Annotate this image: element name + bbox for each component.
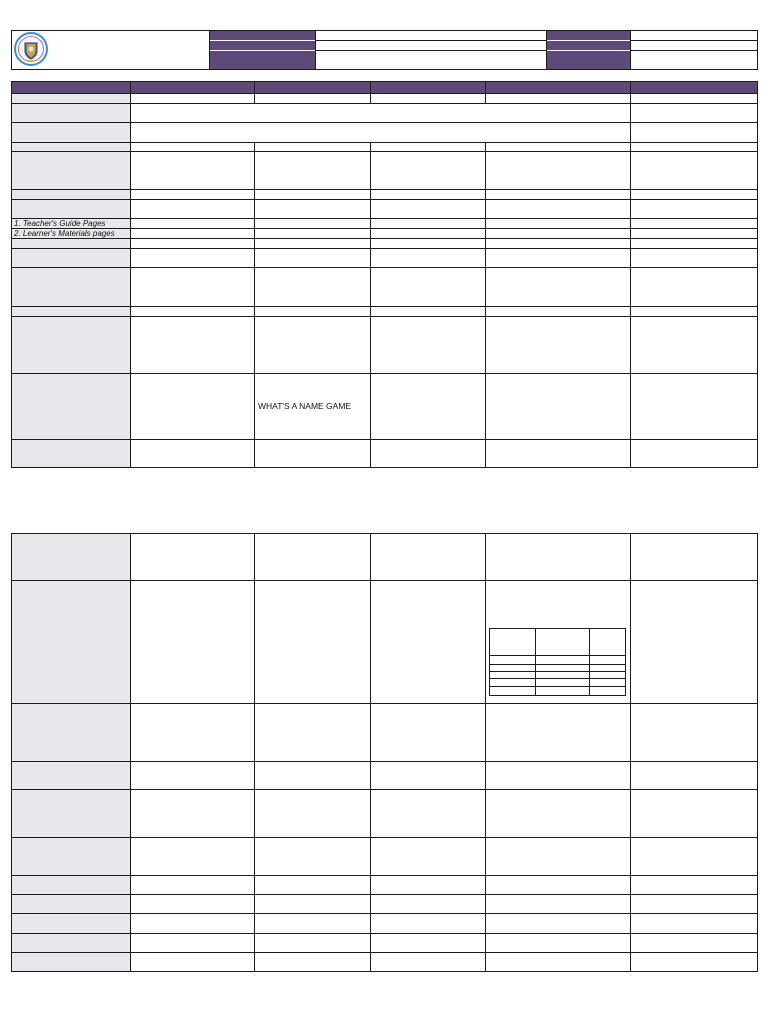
learners-materials-label: 2. Learner's Materials pages — [14, 229, 115, 238]
header-label-5 — [546, 41, 630, 50]
header-label-1 — [210, 31, 315, 40]
header-label-3 — [210, 51, 315, 69]
teachers-guide-label: 1. Teacher's Guide Pages — [14, 219, 106, 228]
header-label-6 — [546, 51, 630, 69]
header-label-2 — [210, 41, 315, 50]
day2-activity-text: WHAT'S A NAME GAME — [258, 401, 352, 411]
header-label-4 — [546, 31, 630, 40]
school-seal-icon — [14, 32, 48, 66]
